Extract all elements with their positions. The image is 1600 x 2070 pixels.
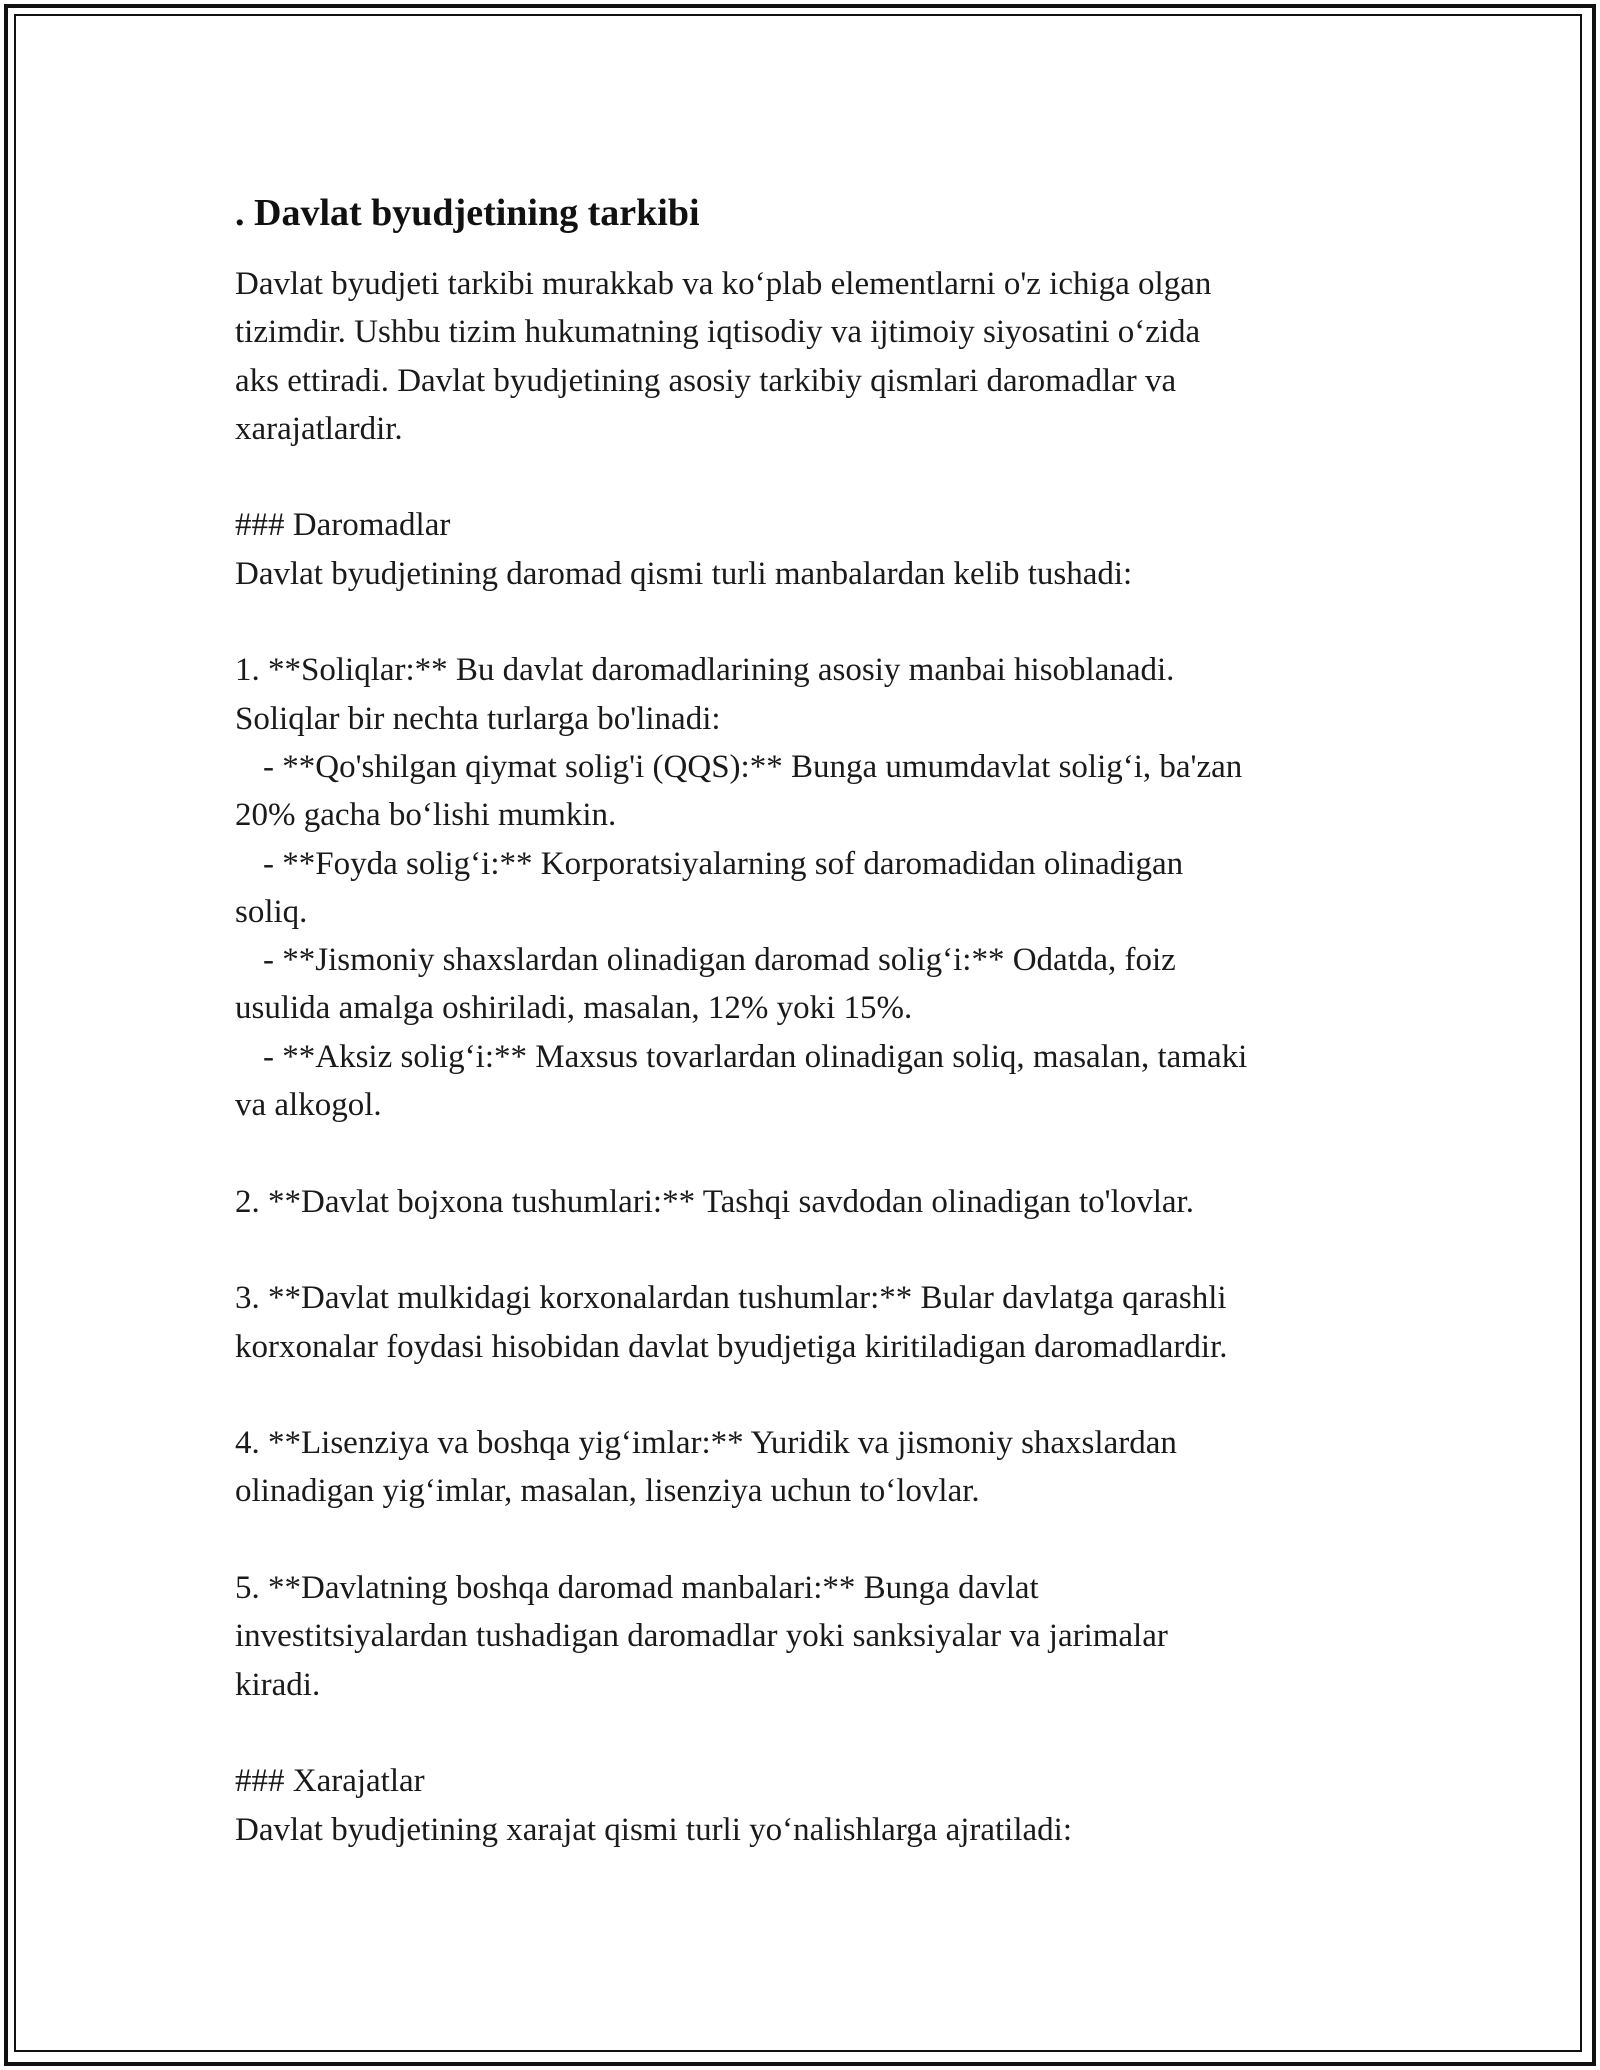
- list-item-other-revenue: [235, 1564, 1375, 1709]
- sub-list-item-income-tax: [235, 936, 1375, 1033]
- text-line: tizimdir. Ushbu tizim hukumatning iqtisodiy va ijtimoiy siyosatini o‘zida: [235, 314, 1201, 351]
- document-page: [235, 186, 1375, 1854]
- blank-line: [235, 1129, 1375, 1177]
- sub-list-item-excise-tax: [235, 1033, 1375, 1130]
- blank-line: [235, 598, 1375, 646]
- expense-intro: Davlat byudjetining xarajat qismi turli yo‘nalishlarga ajratiladi:: [235, 1811, 1073, 1848]
- text-line: Davlat byudjeti tarkibi murakkab va ko‘plab elementlarni o'z ichiga olgan: [235, 266, 1212, 302]
- blank-line: [235, 1371, 1375, 1419]
- blank-line: [235, 453, 1375, 501]
- text-line: va alkogol.: [235, 1087, 382, 1124]
- text-line: - **Aksiz solig‘i:** Maxsus tovarlardan olinadigan soliq, masalan, tamaki: [263, 1038, 1248, 1075]
- text-line: Soliqlar bir nechta turlarga bo'linadi:: [235, 700, 721, 737]
- sub-list-item-vat: [235, 743, 1375, 840]
- intro-paragraph: [235, 260, 1375, 453]
- blank-line: [235, 1226, 1375, 1274]
- list-item-customs: 2. **Davlat bojxona tushumlari:** Tashqi savdodan olinadigan to'lovlar.: [235, 1183, 1194, 1220]
- revenue-heading: ### Daromadlar: [235, 507, 451, 544]
- text-line: 20% gacha bo‘lishi mumkin.: [235, 797, 617, 834]
- text-line: kiradi.: [235, 1666, 321, 1703]
- blank-line: [235, 1709, 1375, 1757]
- list-item-taxes: [235, 646, 1375, 743]
- text-line: xarajatlardir.: [235, 410, 403, 447]
- text-line: olinadigan yig‘imlar, masalan, lisenziya uchun to‘lovlar.: [235, 1473, 980, 1510]
- text-line: 4. **Lisenziya va boshqa yig‘imlar:** Yuridik va jismoniy shaxslardan: [235, 1425, 1177, 1462]
- list-item-licenses: [235, 1419, 1375, 1516]
- blank-line: [235, 1516, 1375, 1564]
- text-line: investitsiyalardan tushadigan daromadlar yoki sanksiyalar va jarimalar: [235, 1618, 1168, 1655]
- text-line: usulida amalga oshiriladi, masalan, 12% yoki 15%.: [235, 990, 913, 1027]
- text-line: 3. **Davlat mulkidagi korxonalardan tushumlar:** Bular davlatga qarashli: [235, 1280, 1227, 1317]
- expense-heading: ### Xarajatlar: [235, 1763, 425, 1800]
- text-line: soliq.: [235, 893, 308, 930]
- text-line: - **Jismoniy shaxslardan olinadigan daromad solig‘i:** Odatda, foiz: [263, 942, 1176, 979]
- text-line: - **Qo'shilgan qiymat solig'i (QQS):** Bunga umumdavlat solig‘i, ba'zan: [263, 748, 1243, 785]
- text-line: korxonalar foydasi hisobidan davlat byudjetiga kiritiladigan daromadlardir.: [235, 1328, 1228, 1365]
- text-line: aks ettiradi. Davlat byudjetining asosiy tarkibiy qismlari daromadlar va: [235, 362, 1177, 399]
- sub-list-item-profit-tax: [235, 840, 1375, 937]
- revenue-intro: Davlat byudjetining daromad qismi turli manbalardan kelib tushadi:: [235, 555, 1133, 592]
- list-item-state-enterprises: [235, 1274, 1375, 1371]
- text-line: - **Foyda solig‘i:** Korporatsiyalarning sof daromadidan olinadigan: [263, 845, 1184, 882]
- text-line: 5. **Davlatning boshqa daromad manbalari:** Bunga davlat: [235, 1570, 1039, 1607]
- document-title: . Davlat byudjetining tarkibi: [235, 192, 700, 234]
- text-line: 1. **Soliqlar:** Bu davlat daromadlarining asosiy manbai hisoblanadi.: [235, 652, 1175, 689]
